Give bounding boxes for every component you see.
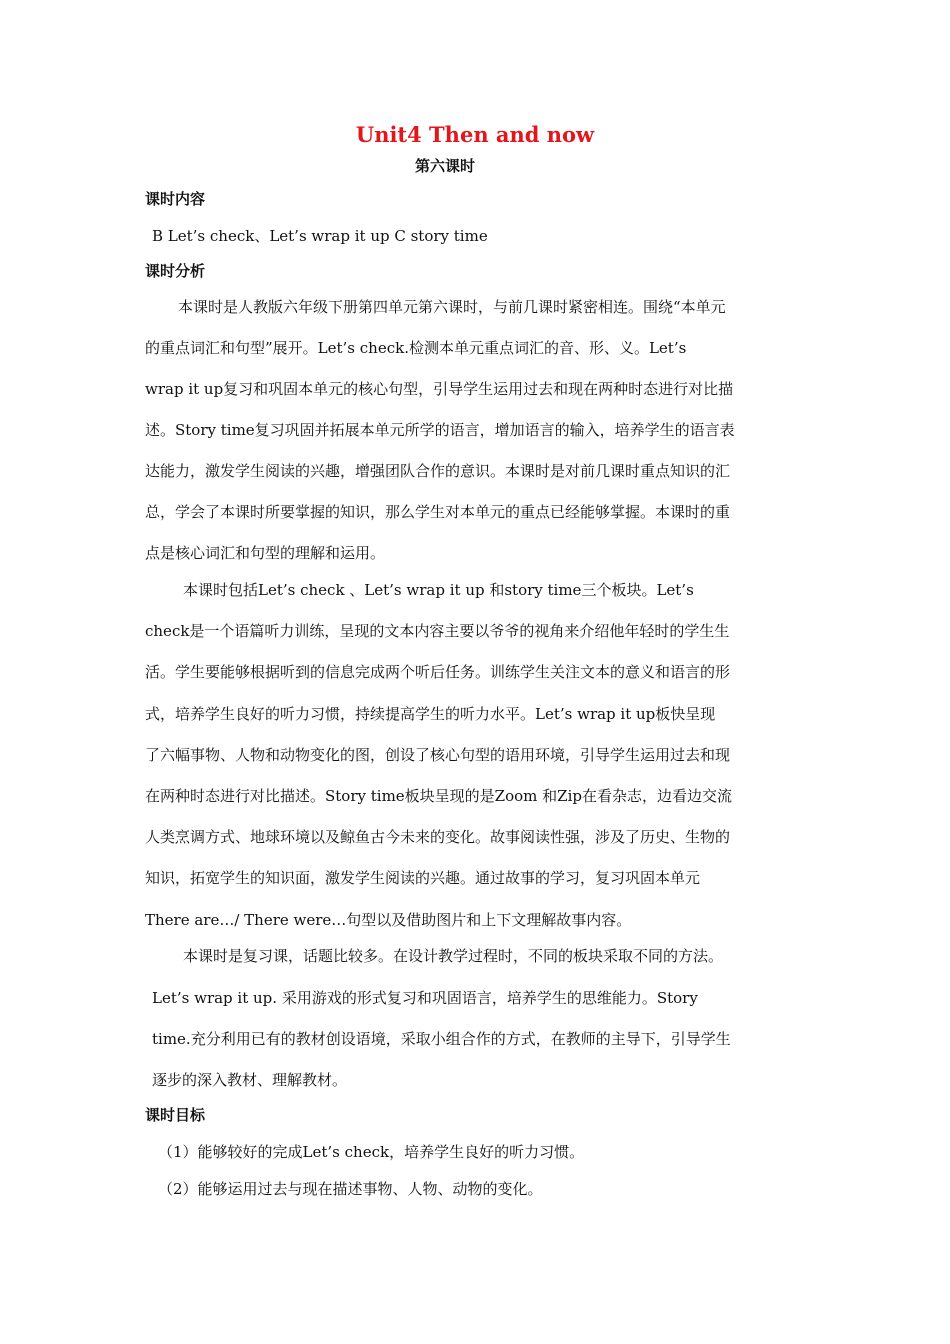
paragraph-3-line: 逐步的深入教材、理解教材。 xyxy=(152,1071,348,1089)
paragraph-2-line: 在两种时态进行对比描述。Story time板块呈现的是Zoom 和Zip在看杂志，边看边交流 xyxy=(145,787,732,805)
paragraph-2-line: 了六幅事物、人物和动物变化的图，创设了核心句型的语用环境，引导学生运用过去和现 xyxy=(145,746,731,764)
paragraph-2-line: 式，培养学生良好的听力习惯，持续提高学生的听力水平。Let’s wrap it up板快呈现 xyxy=(145,705,716,723)
goal-item: （2）能够运用过去与现在描述事物、人物、动物的变化。 xyxy=(158,1180,543,1198)
paragraph-2-line: 活。学生要能够根据听到的信息完成两个听后任务。训练学生关注文本的意义和语言的形 xyxy=(145,663,731,681)
paragraph-2-line: 知识，拓宽学生的知识面，激发学生阅读的兴趣。通过故事的学习，复习巩固本单元 xyxy=(145,869,701,887)
content-text: B Let’s check、Let’s wrap it up C story time xyxy=(152,227,488,245)
paragraph-3-line: Let’s wrap it up. 采用游戏的形式复习和巩固语言，培养学生的思维能力。Story xyxy=(152,989,698,1007)
paragraph-1-line: 点是核心词汇和句型的理解和运用。 xyxy=(145,544,386,562)
section-heading-analysis: 课时分析 xyxy=(145,262,206,280)
section-heading-goals: 课时目标 xyxy=(145,1106,206,1124)
paragraph-2-line: 人类烹调方式、地球环境以及鲸鱼古今未来的变化。故事阅读性强，涉及了历史、生物的 xyxy=(145,828,731,846)
paragraph-2-line: check是一个语篇听力训练，呈现的文本内容主要以爷爷的视角来介绍他年轻时的学生生 xyxy=(145,622,730,640)
paragraph-2-line: There are…/ There were…句型以及借助图片和上下文理解故事内容。 xyxy=(145,911,632,929)
paragraph-1-line: 总，学会了本课时所要掌握的知识，那么学生对本单元的重点已经能够掌握。本课时的重 xyxy=(145,503,731,521)
paragraph-1-line: 本课时是人教版六年级下册第四单元第六课时，与前几课时紧密相连。围绕“本单元 xyxy=(178,298,726,316)
paragraph-3-line: 本课时是复习课，话题比较多。在设计教学过程时，不同的板块采取不同的方法。 xyxy=(183,947,724,965)
section-heading-content: 课时内容 xyxy=(145,190,206,208)
paragraph-1-line: 达能力，激发学生阅读的兴趣，增强团队合作的意识。本课时是对前几课时重点知识的汇 xyxy=(145,462,731,480)
paragraph-1-line: 的重点词汇和句型”展开。Let’s check.检测本单元重点词汇的音、形、义。Let’s xyxy=(145,339,687,357)
paragraph-2-line: 本课时包括Let’s check 、Let’s wrap it up 和story time三个板块。Let’s xyxy=(183,581,694,599)
paragraph-3-line: time.充分利用已有的教材创设语境，采取小组合作的方式，在教师的主导下，引导学生 xyxy=(152,1030,731,1048)
goal-item: （1）能够较好的完成Let’s check，培养学生良好的听力习惯。 xyxy=(158,1143,585,1161)
document-title: Unit4 Then and now xyxy=(355,122,595,147)
paragraph-1-line: 述。Story time复习巩固并拓展本单元所学的语言，增加语言的输入，培养学生的语言表 xyxy=(145,421,735,439)
lesson-subtitle: 第六课时 xyxy=(414,157,475,175)
paragraph-1-line: wrap it up复习和巩固本单元的核心句型，引导学生运用过去和现在两种时态进行对比描 xyxy=(145,380,734,398)
